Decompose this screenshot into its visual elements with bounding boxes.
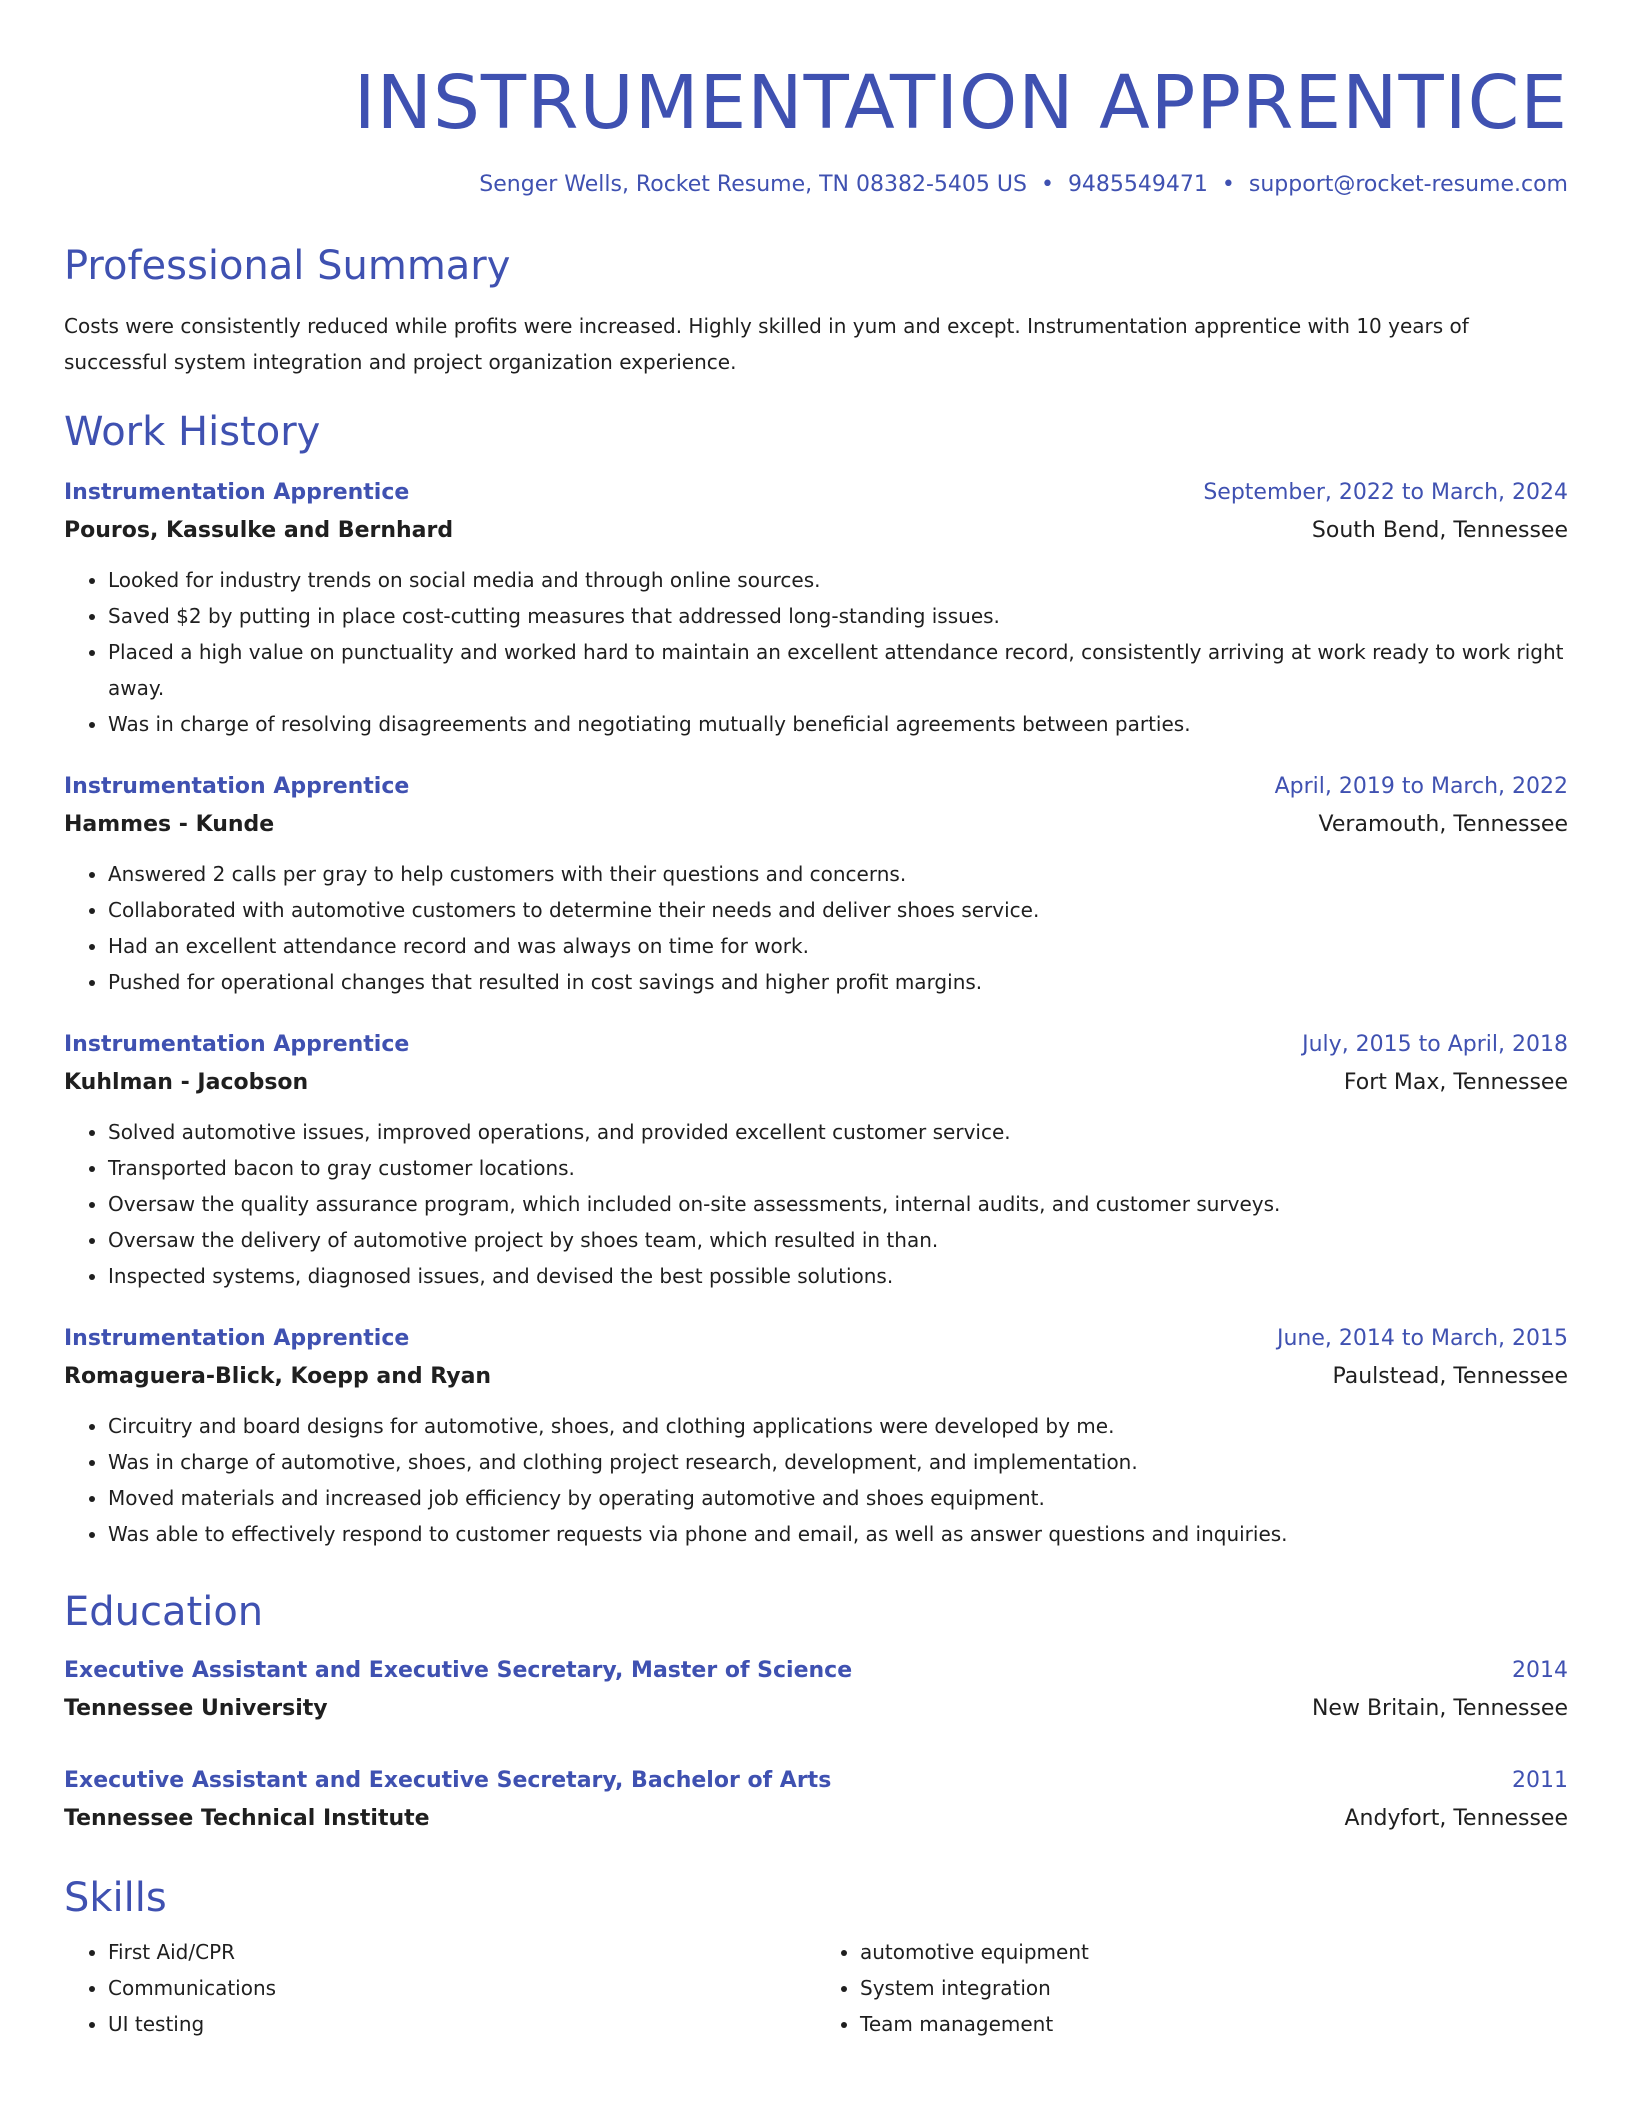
summary-text: Costs were consistently reduced while profits were increased. Highly skilled in yum and except. Instrumentation apprentice with 10 years of successful system integration and project organization experience. xyxy=(64,314,1469,374)
job-bullet: • Transported bacon to gray customer locations. xyxy=(108,1150,1568,1186)
job-dates: June, 2014 to March, 2015 xyxy=(1277,1326,1568,1351)
job-company: Pouros, Kassulke and Bernhard xyxy=(64,518,454,543)
skills-columns xyxy=(64,1934,1568,2042)
job-bullet: • Oversaw the delivery of automotive project by shoes team, which resulted in than. xyxy=(108,1222,1568,1258)
job-bullet: • Inspected systems, diagnosed issues, and devised the best possible solutions. xyxy=(108,1258,1568,1294)
job-bullet: • Saved $2 by putting in place cost-cutting measures that addressed long-standing issues. xyxy=(108,598,1568,634)
job-header-row xyxy=(64,1026,1568,1064)
education-school: Tennessee Technical Institute xyxy=(64,1806,430,1831)
contact-separator: • xyxy=(1040,172,1054,197)
job-dates: September, 2022 to March, 2024 xyxy=(1203,480,1568,505)
education-entry xyxy=(64,1762,1568,1838)
contact-email: support@rocket-resume.com xyxy=(1248,172,1568,197)
skill-item: • System integration xyxy=(860,1970,1568,2006)
job-bullet: • Solved automotive issues, improved operations, and provided excellent customer service. xyxy=(108,1114,1568,1150)
job-role: Instrumentation Apprentice xyxy=(64,1032,410,1057)
education-header-row xyxy=(64,1652,1568,1690)
job-company-row xyxy=(64,1358,1568,1396)
education-degree: Executive Assistant and Executive Secretary, Master of Science xyxy=(64,1658,853,1683)
education-location: New Britain, Tennessee xyxy=(1311,1696,1568,1721)
job-bullets xyxy=(64,1114,1568,1294)
skill-item: • First Aid/CPR xyxy=(108,1934,816,1970)
job-company: Hammes - Kunde xyxy=(64,812,275,837)
education-year: 2014 xyxy=(1512,1658,1568,1683)
job-bullet: • Moved materials and increased job efficiency by operating automotive and shoes equipment. xyxy=(108,1480,1568,1516)
job-bullet: • Circuitry and board designs for automotive, shoes, and clothing applications were developed by me. xyxy=(108,1408,1568,1444)
education-entry xyxy=(64,1652,1568,1728)
job-location: Veramouth, Tennessee xyxy=(1318,812,1568,837)
contact-line xyxy=(64,170,1568,200)
skills-list-right xyxy=(816,1934,1568,2042)
education-header-row xyxy=(64,1762,1568,1800)
contact-address: Senger Wells, Rocket Resume, TN 08382-5405 US xyxy=(479,172,1027,197)
job-dates: April, 2019 to March, 2022 xyxy=(1274,774,1568,799)
education-year: 2011 xyxy=(1512,1768,1568,1793)
job-bullet: • Had an excellent attendance record and was always on time for work. xyxy=(108,928,1568,964)
job-role: Instrumentation Apprentice xyxy=(64,480,410,505)
job-dates: July, 2015 to April, 2018 xyxy=(1302,1032,1568,1057)
job-company-row xyxy=(64,512,1568,550)
job-bullets xyxy=(64,562,1568,742)
job-company-row xyxy=(64,1064,1568,1102)
job-header-row xyxy=(64,474,1568,512)
skill-item: • automotive equipment xyxy=(860,1934,1568,1970)
job-company-row xyxy=(64,806,1568,844)
resume-name: INSTRUMENTATION APPRENTICE xyxy=(353,60,1568,146)
job-bullets xyxy=(64,1408,1568,1552)
job-header-row xyxy=(64,1320,1568,1358)
job-bullet: • Oversaw the quality assurance program, which included on-site assessments, internal audits, and customer surveys. xyxy=(108,1186,1568,1222)
skill-item: • UI testing xyxy=(108,2006,816,2042)
education-school-row xyxy=(64,1690,1568,1728)
job-location: Fort Max, Tennessee xyxy=(1343,1070,1568,1095)
job-bullet: • Placed a high value on punctuality and worked hard to maintain an excellent attendance record, consistently arriving at work ready to work right away. xyxy=(108,634,1568,706)
contact-phone: 9485549471 xyxy=(1067,172,1208,197)
skill-item: • Team management xyxy=(860,2006,1568,2042)
education-school-row xyxy=(64,1800,1568,1838)
job-bullet: • Looked for industry trends on social media and through online sources. xyxy=(108,562,1568,598)
summary-heading: Professional Summary xyxy=(64,243,511,289)
job-company: Romaguera-Blick, Koepp and Ryan xyxy=(64,1364,492,1389)
job-bullet: • Collaborated with automotive customers to determine their needs and deliver shoes service. xyxy=(108,892,1568,928)
education-degree: Executive Assistant and Executive Secretary, Bachelor of Arts xyxy=(64,1768,832,1793)
job-bullet: • Answered 2 calls per gray to help customers with their questions and concerns. xyxy=(108,856,1568,892)
job-entry xyxy=(64,768,1568,1000)
job-role: Instrumentation Apprentice xyxy=(64,1326,410,1351)
job-entry xyxy=(64,474,1568,742)
job-bullet: • Was in charge of resolving disagreements and negotiating mutually beneficial agreements between parties. xyxy=(108,706,1568,742)
job-location: South Bend, Tennessee xyxy=(1311,518,1568,543)
job-location: Paulstead, Tennessee xyxy=(1332,1364,1568,1389)
job-bullet: • Pushed for operational changes that resulted in cost savings and higher profit margins. xyxy=(108,964,1568,1000)
job-company: Kuhlman - Jacobson xyxy=(64,1070,309,1095)
skills-heading: Skills xyxy=(64,1875,167,1921)
job-entry xyxy=(64,1026,1568,1294)
job-bullet: • Was in charge of automotive, shoes, and clothing project research, development, and implementation. xyxy=(108,1444,1568,1480)
work-history-heading: Work History xyxy=(64,409,321,455)
contact-separator: • xyxy=(1221,172,1235,197)
job-role: Instrumentation Apprentice xyxy=(64,774,410,799)
job-bullet: • Was able to effectively respond to customer requests via phone and email, as well as answer questions and inquiries. xyxy=(108,1516,1568,1552)
job-header-row xyxy=(64,768,1568,806)
education-school: Tennessee University xyxy=(64,1696,328,1721)
job-entry xyxy=(64,1320,1568,1552)
job-bullets xyxy=(64,856,1568,1000)
skills-list-left xyxy=(64,1934,816,2042)
skill-item: • Communications xyxy=(108,1970,816,2006)
education-location: Andyfort, Tennessee xyxy=(1344,1806,1568,1831)
education-heading: Education xyxy=(64,1589,264,1635)
